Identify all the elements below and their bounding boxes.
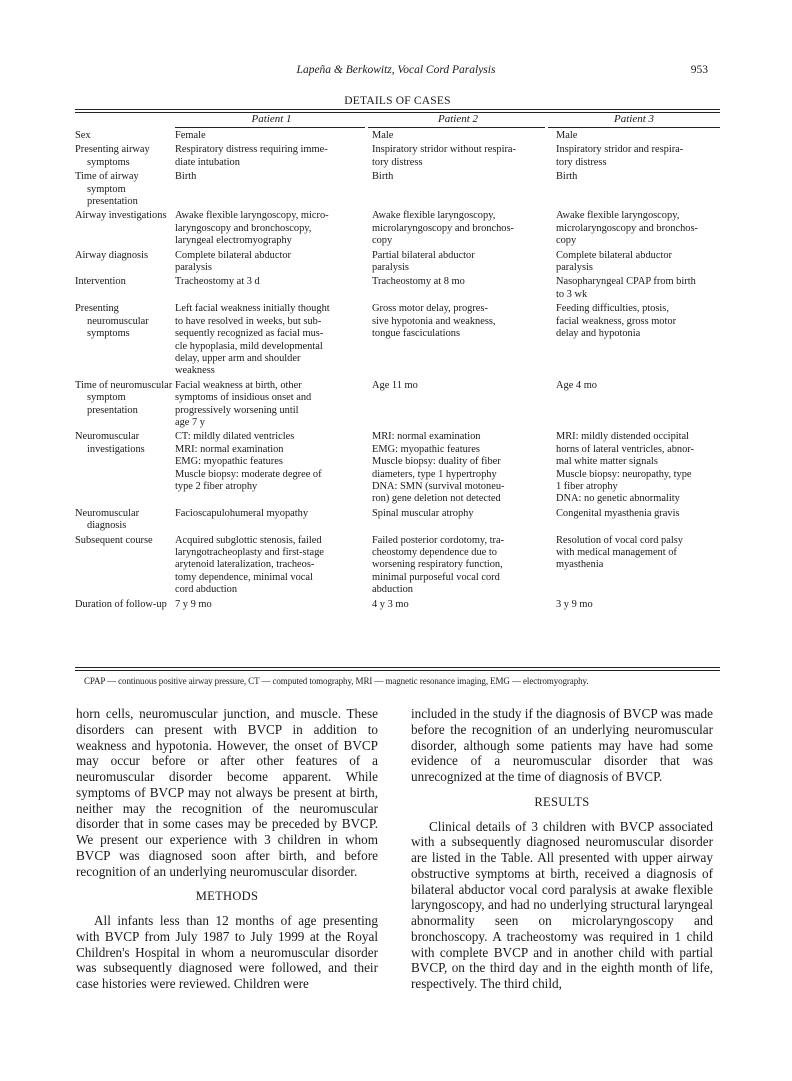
row-label: Neuromuscular investigations [75, 431, 145, 455]
row-label: Sex [75, 130, 91, 141]
row-label: Airway diagnosis [75, 249, 149, 261]
table-row [75, 210, 720, 249]
table-footnote: CPAP — continuous positive airway pressure, CT — computed tomography, MRI — magnetic resonance imaging, EMG — electromyography. [84, 676, 589, 686]
running-head [0, 64, 792, 82]
table-row [75, 508, 720, 535]
table-cell: MRI: normal examination EMG: myopathic features Muscle biopsy: duality of fiber diameters, type 1 hypertrophy DNA: SMN (survival motoneu- ron) gene deletion not detected [372, 431, 505, 505]
row-label: Duration of follow-up [75, 598, 167, 610]
row-label: Presenting neuromuscular symptoms [75, 303, 149, 340]
table-cell: Awake flexible laryngoscopy, microlaryngoscopy and bronchos- copy [556, 210, 698, 247]
table-cell: Left facial weakness initially thought to have resolved in weeks, but sub- sequently recognized as facial mus- cle hypoplasia, mild developmental delay, upper arm and shoulder weakness [175, 303, 330, 377]
table-body [75, 130, 720, 613]
table-cell: Inspiratory stridor without respira- tory distress [372, 144, 516, 168]
table-cell: Birth [556, 171, 578, 183]
table-cell: Partial bilateral abductor paralysis [372, 249, 475, 274]
table-cell: Awake flexible laryngoscopy, microlaryngoscopy and bronchos- copy [372, 210, 514, 247]
table-top-rule [75, 109, 720, 110]
column-header-patient-2: Patient 2 [437, 113, 479, 125]
table-cell: Resolution of vocal cord palsy with medical management of myasthenia [556, 534, 683, 571]
table-cell: CT: mildly dilated ventricles MRI: normal examination EMG: myopathic features Muscle biopsy: moderate degree of type 2 fiber atrophy [175, 431, 322, 492]
results-paragraph: Clinical details of 3 children with BVCP associated with a subsequently diagnosed neuromuscular disorder are listed in the Table. All presented with upper airway obstructive symptoms at birth, received a diagnosis of bilateral abductor vocal cord paralysis at awake flexible laryngoscopy, and had no underlying structural laryngeal abnormality seen on microlaryngoscopy and bronchoscopy. A tracheostomy was required in 1 child with complete BVCP and in another child with partial BVCP, on the third day and in the eighth month of life, respectively. The third child, [411, 818, 713, 991]
methods-continued-paragraph: included in the study if the diagnosis of BVCP was made before the recognition of an underlying neuromuscular disorder, although some patients may have had some evidence of a neuromuscular disorder that was unrecognized at the time of diagnosis of BVCP. [411, 706, 713, 784]
row-label: Airway investigations [75, 210, 167, 222]
table-cell: Failed posterior cordotomy, tra- cheostomy dependence due to worsening respiratory function, minimal purposeful vocal cord abduction [372, 534, 505, 596]
methods-heading: METHODS [195, 889, 259, 904]
row-label: Subsequent course [75, 534, 153, 546]
table-cell: Age 11 mo [372, 379, 418, 391]
intro-paragraph: horn cells, neuromuscular junction, and muscle. These disorders can present with BVCP in addition to weakness and hypotonia. However, the onset of BVCP may occur before or after other features of a neuromuscular disorder become apparent. While symptoms of BVCP may not always be present at birth, neither may the recognition of the neuromuscular disorder that in some cases may be preceded by BVCP. We present our experience with 3 children in whom BVCP was diagnosed soon after birth, and before recognition of an underlying neuromuscular disorder. [76, 706, 378, 879]
table-cell: Nasopharyngeal CPAP from birth to 3 wk [556, 276, 696, 300]
table-row [75, 144, 720, 171]
table-cell: Tracheostomy at 3 d [175, 276, 260, 288]
table-cell: Complete bilateral abductor paralysis [556, 249, 672, 274]
table-cell: Male [556, 130, 578, 141]
left-column [76, 706, 378, 992]
table-cell: 7 y 9 mo [175, 598, 212, 610]
table-title: DETAILS OF CASES [344, 95, 451, 107]
row-label: Time of neuromuscular symptom presentation [75, 379, 173, 416]
results-heading: RESULTS [534, 794, 590, 809]
table-row [75, 303, 720, 379]
table-cell: Birth [372, 171, 394, 183]
table-cell: Congenital myasthenia gravis [556, 507, 680, 519]
column-header-rule-1 [175, 127, 365, 128]
column-header-rule-2 [368, 127, 545, 128]
table-cell: Male [372, 130, 394, 141]
row-label: Intervention [75, 276, 126, 288]
table-cell: Facioscapulohumeral myopathy [175, 507, 309, 519]
table-cell: MRI: mildly distended occipital horns of lateral ventricles, abnor- mal white matter signals Muscle biopsy: neuropathy, type 1 fiber atrophy DNA: no genetic abnormality [556, 431, 694, 505]
table-column-headers [75, 113, 720, 126]
table-cell: Awake flexible laryngoscopy, micro- laryngoscopy and bronchoscopy, laryngeal electromyography [175, 210, 329, 247]
details-of-cases-table [75, 130, 720, 613]
table-bottom-rule [75, 667, 720, 668]
table-row [75, 599, 720, 613]
table-row [75, 130, 720, 144]
column-header-patient-1: Patient 1 [251, 113, 292, 125]
page-number: 953 [690, 64, 708, 76]
row-label: Neuromuscular diagnosis [75, 507, 140, 532]
table-cell: Acquired subglottic stenosis, failed laryngotracheoplasty and first-stage arytenoid lateralization, tracheos- tomy dependence, minimal vocal cord abduction [175, 534, 324, 596]
right-column [411, 706, 713, 992]
table-row [75, 431, 720, 507]
table-row [75, 250, 720, 277]
table-cell: Tracheostomy at 8 mo [372, 276, 465, 288]
column-header-patient-3: Patient 3 [613, 113, 655, 125]
table-cell: Inspiratory stridor and respira- tory distress [556, 144, 684, 168]
table-cell: 3 y 9 mo [556, 598, 593, 610]
table-cell: Facial weakness at birth, other symptoms of insidious onset and progressively worsening until age 7 y [175, 379, 312, 428]
running-title: Lapeña & Berkowitz, Vocal Cord Paralysis [296, 64, 496, 76]
row-label: Presenting airway symptoms [75, 144, 150, 168]
table-row [75, 535, 720, 599]
table-cell: Female [175, 130, 206, 141]
table-cell: Gross motor delay, progres- sive hypotonia and weakness, tongue fasciculations [372, 303, 496, 340]
table-cell: Spinal muscular atrophy [372, 507, 474, 519]
table-cell: Age 4 mo [556, 379, 597, 391]
table-row [75, 380, 720, 432]
table-cell: 4 y 3 mo [372, 598, 409, 610]
row-label: Time of airway symptom presentation [75, 171, 139, 208]
table-cell: Feeding difficulties, ptosis, facial weakness, gross motor delay and hypotonia [556, 303, 677, 340]
table-row [75, 276, 720, 303]
table-row [75, 171, 720, 210]
column-header-rule-3 [548, 127, 720, 128]
table-cell: Complete bilateral abductor paralysis [175, 249, 291, 274]
table-cell: Respiratory distress requiring imme- diate intubation [175, 144, 328, 168]
table-bottom-rule-second [75, 670, 720, 671]
table-cell: Birth [175, 171, 197, 183]
methods-paragraph: All infants less than 12 months of age presenting with BVCP from July 1987 to July 1999 at the Royal Children's Hospital in whom a neuromuscular disorder was subsequently diagnosed were followed, and their case histories were reviewed. Children were [76, 913, 378, 991]
